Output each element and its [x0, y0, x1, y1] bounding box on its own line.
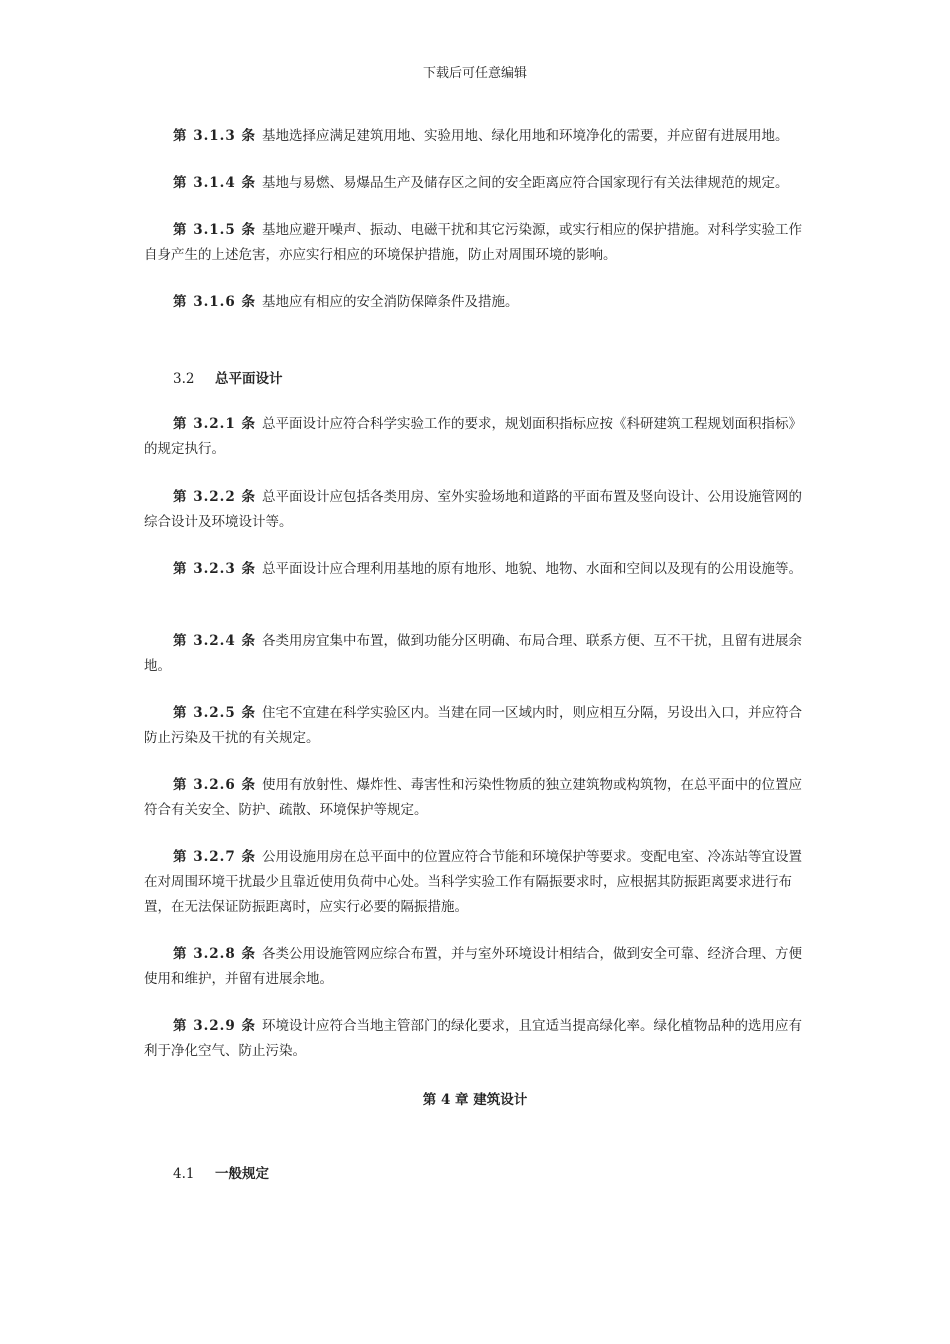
clause-3-2-4 [144, 629, 810, 679]
clause-number: 第 3.2.6 条 [173, 777, 256, 793]
clause-text: 基地应有相应的安全消防保障条件及措施。 [261, 294, 519, 310]
clause-text: 总平面设计应包括各类用房、室外实验场地和道路的平面布置及竖向设计、公用设施管网的综合设计及环境设计等。 [144, 489, 802, 530]
clause-3-2-1 [144, 412, 810, 462]
clause-number: 第 3.2.9 条 [173, 1018, 256, 1034]
clause-number: 第 3.2.8 条 [173, 946, 256, 962]
clause-3-2-9 [144, 1014, 810, 1064]
clause-text: 使用有放射性、爆炸性、毒害性和污染性物质的独立建筑物或构筑物，在总平面中的位置应符合有关安全、防护、疏散、环境保护等规定。 [144, 777, 802, 818]
clause-number: 第 3.2.7 条 [173, 849, 256, 865]
clause-text: 各类公用设施管网应综合布置，并与室外环境设计相结合，做到安全可靠、经济合理、方便使用和维护，并留有进展余地。 [144, 946, 802, 987]
clause-3-2-7 [144, 845, 810, 920]
page-header: 下载后可任意编辑 [422, 66, 527, 81]
clause-3-1-6 [144, 290, 810, 315]
clause-number: 第 3.2.1 条 [173, 416, 256, 432]
clause-3-2-3 [144, 557, 810, 582]
clause-text: 环境设计应符合当地主管部门的绿化要求，且宜适当提高绿化率。绿化植物品种的选用应有利于净化空气、防止污染。 [144, 1018, 802, 1059]
clause-3-2-5 [144, 701, 810, 751]
section-title: 总平面设计 [215, 371, 283, 387]
clause-number: 第 3.2.4 条 [173, 633, 256, 649]
clause-3-1-4 [144, 171, 810, 196]
clause-number: 第 3.2.5 条 [173, 705, 256, 721]
clause-3-1-5 [144, 218, 810, 268]
clause-number: 第 3.2.2 条 [173, 489, 256, 505]
section-heading-4-1 [173, 1164, 269, 1184]
clause-text: 住宅不宜建在科学实验区内。当建在同一区域内时，则应相互分隔，另设出入口，并应符合防止污染及干扰的有关规定。 [144, 705, 802, 746]
clause-3-2-2 [144, 485, 810, 535]
section-number: 4.1 [173, 1166, 195, 1182]
clause-number: 第 3.1.6 条 [173, 294, 256, 310]
clause-3-1-3 [144, 124, 810, 149]
clause-text: 基地与易燃、易爆品生产及储存区之间的安全距离应符合国家现行有关法律规范的规定。 [261, 175, 789, 191]
section-title: 一般规定 [215, 1166, 269, 1182]
clause-text: 公用设施用房在总平面中的位置应符合节能和环境保护等要求。变配电室、冷冻站等宜设置在对周围环境干扰最少且靠近使用负荷中心处。当科学实验工作有隔振要求时，应根据其防振距离要求进行布置，在无法保证防振距离时，应实行必要的隔振措施。 [144, 849, 802, 915]
chapter-heading-4: 第 4 章 建筑设计 [422, 1092, 528, 1108]
clause-number: 第 3.1.3 条 [173, 128, 256, 144]
clause-text: 总平面设计应符合科学实验工作的要求，规划面积指标应按《科研建筑工程规划面积指标》的规定执行。 [144, 416, 802, 457]
clause-number: 第 3.2.3 条 [173, 561, 256, 577]
clause-text: 总平面设计应合理利用基地的原有地形、地貌、地物、水面和空间以及现有的公用设施等。 [261, 561, 802, 577]
clause-text: 各类用房宜集中布置，做到功能分区明确、布局合理、联系方便、互不干扰，且留有进展余地。 [144, 633, 802, 674]
clause-number: 第 3.1.4 条 [173, 175, 256, 191]
section-heading-3-2 [173, 369, 283, 389]
clause-number: 第 3.1.5 条 [173, 222, 256, 238]
clause-text: 基地应避开噪声、振动、电磁干扰和其它污染源，或实行相应的保护措施。对科学实验工作自身产生的上述危害，亦应实行相应的环境保护措施，防止对周围环境的影响。 [144, 222, 802, 263]
clause-text: 基地选择应满足建筑用地、实验用地、绿化用地和环境净化的需要，并应留有进展用地。 [261, 128, 789, 144]
clause-3-2-6 [144, 773, 810, 823]
clause-3-2-8 [144, 942, 810, 992]
section-number: 3.2 [173, 371, 195, 387]
